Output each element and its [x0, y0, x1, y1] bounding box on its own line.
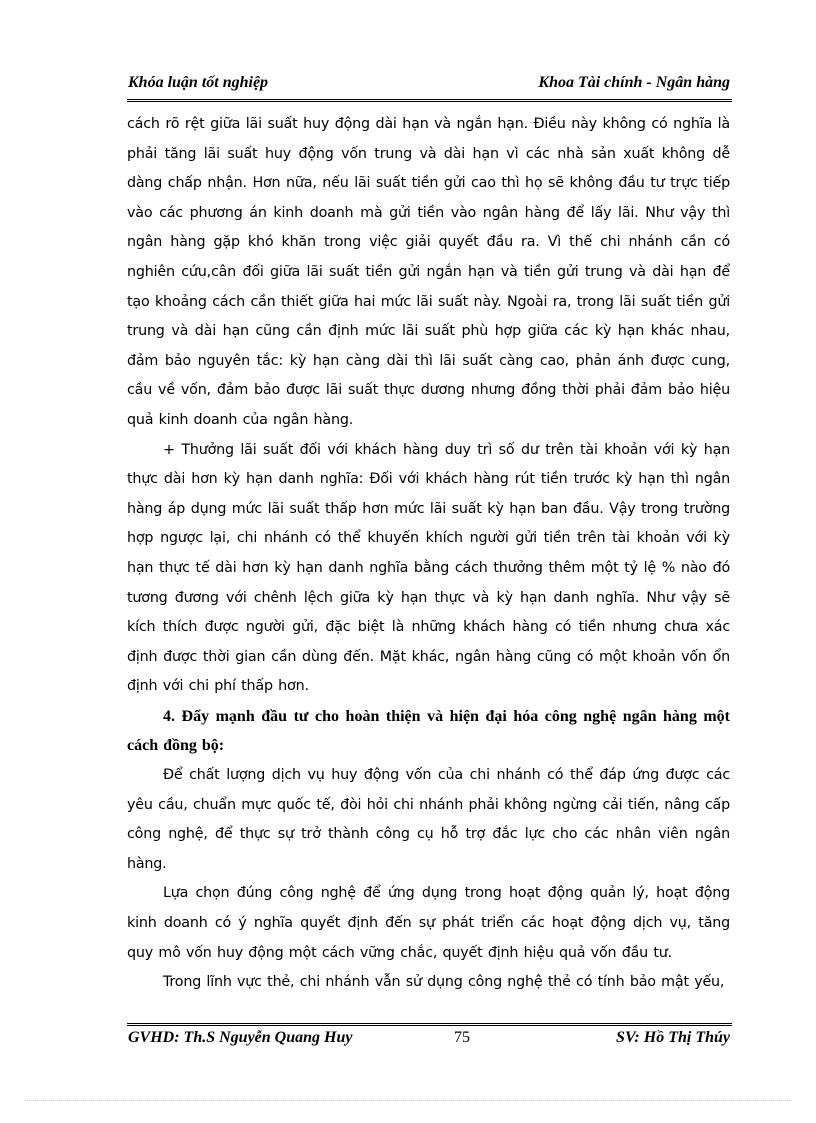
header-thesis-title: Khóa luận tốt nghiệp [128, 74, 269, 91]
paragraph-continuation: cách rõ rệt giữa lãi suất huy động dài hạn và ngắn hạn. Điều này không có nghĩa là phải tăng lãi suất huy động vốn trung và dài hạn vì các nhà sản xuất không dễ dàng chấp nhận. Hơn nữa, nếu lãi suất tiền gửi cao thì họ sẽ không đầu tư trực tiếp vào các phương án kinh doanh mà gửi tiền vào ngân hàng để lấy lãi. Như vậy thì ngân hàng gặp khó khăn trong việc giải quyết đầu ra. Vì thế chi nhánh cần có nghiên cứu,cân đối giữa lãi suất tiền gửi ngắn hạn và tiền gửi trung và dài hạn để tạo khoảng cách cần thiết giữa hai mức lãi suất này. Ngoài ra, trong lãi suất tiền gửi trung và dài hạn cũng cần định mức lãi suất phù hợp giữa các kỳ hạn khác nhau, đảm bảo nguyên tắc: kỳ hạn càng dài thì lãi suất càng cao, phản ánh được cung, cầu về vốn, đảm bảo được lãi suất thực dương nhưng đồng thời phải đảm bảo hiệu quả kinh doanh của ngân hàng. [127, 116, 730, 428]
footer-supervisor: GVHD: Th.S Nguyễn Quang Huy [128, 1029, 353, 1046]
page-number: 75 [454, 1029, 470, 1046]
footer-divider [127, 1023, 732, 1026]
footer-student: SV: Hồ Thị Thúy [616, 1029, 730, 1046]
page-bottom-edge [24, 1100, 792, 1101]
paragraph-service-quality: Để chất lượng dịch vụ huy động vốn của chi nhánh có thể đáp ứng được các yêu cầu, chuẩn mực quốc tế, đòi hỏi chi nhánh phải không ngừng cải tiến, nâng cấp công nghệ, để thực sự trở thành công cụ hỗ trợ đắc lực cho các nhân viên ngân hàng. [127, 767, 730, 872]
paragraph-card-field: Trong lĩnh vực thẻ, chi nhánh vẫn sử dụng công nghệ thẻ có tính bảo mật yếu, [163, 974, 725, 991]
header-divider [127, 99, 732, 102]
paragraph-technology-choice: Lựa chọn đúng công nghệ để ứng dụng trong hoạt động quản lý, hoạt động kinh doanh có ý nghĩa quyết định đến sự phát triển các hoạt động dịch vụ, tăng quy mô vốn huy động một cách vững chắc, quyết định hiệu quả vốn đầu tư. [127, 885, 730, 961]
page-footer [127, 1029, 730, 1053]
page-header [127, 74, 730, 98]
header-faculty: Khoa Tài chính - Ngân hàng [538, 74, 730, 91]
section-heading-4: 4. Đẩy mạnh đầu tư cho hoàn thiện và hiện đại hóa công nghệ ngân hàng một cách đồng bộ: [127, 707, 730, 755]
paragraph-interest-reward: + Thưởng lãi suất đối với khách hàng duy trì số dư trên tài khoản với kỳ hạn thực dài hơn kỳ hạn danh nghĩa: Đối với khách hàng rút tiền trước kỳ hạn thì ngân hàng áp dụng mức lãi suất thấp hơn mức lãi suất kỳ hạn ban đầu. Vậy trong trường hợp ngược lại, chi nhánh có thể khuyến khích người gửi tiền trên tài khoản với kỳ hạn thực tế dài hơn kỳ hạn danh nghĩa bằng cách thưởng thêm một tỷ lệ % nào đó tương đương với chênh lệch giữa kỳ hạn thực và kỳ hạn danh nghĩa. Như vậy sẽ kích thích được người gửi, đặc biệt là những khách hàng có tiền nhưng chưa xác định được thời gian cần dùng đến. Mặt khác, ngân hàng cũng có một khoản vốn ổn định với chi phí thấp hơn. [127, 441, 730, 695]
document-body [127, 110, 730, 998]
